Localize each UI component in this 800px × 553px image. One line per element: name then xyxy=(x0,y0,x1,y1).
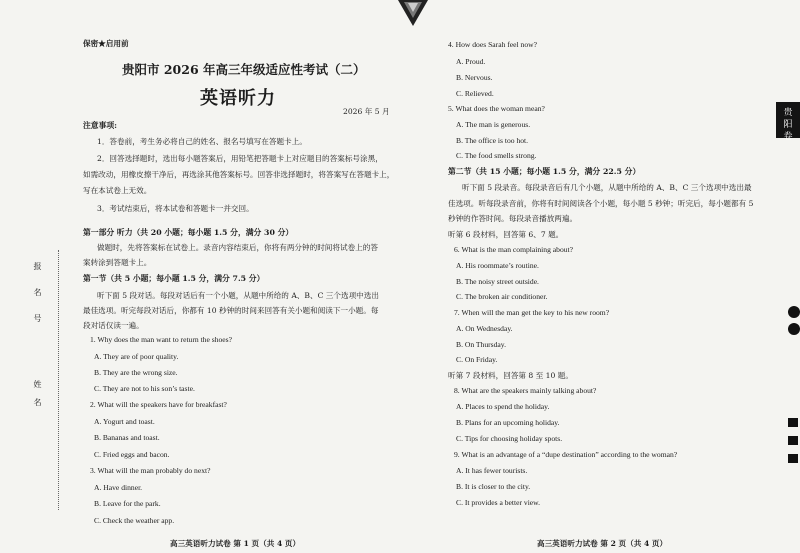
notes-line-2: 2．回答选择题时，选出每小题答案后，用铅笔把答题卡上对应题目的答案标号涂黑， xyxy=(97,154,383,163)
q8-option-c: C. Tips for choosing holiday spots. xyxy=(456,434,563,443)
q5-option-b: B. The office is too hot. xyxy=(456,136,529,145)
q7-option-c: C. On Friday. xyxy=(456,355,498,364)
notes-heading: 注意事项: xyxy=(83,121,118,130)
q2-option-a: A. Yogurt and toast. xyxy=(94,417,155,426)
q8-option-b: B. Plans for an upcoming holiday. xyxy=(456,418,560,427)
notes-line-4: 写在本试卷上无效。 xyxy=(83,186,152,195)
section1-heading: 第一节（共 5 小题；每小题 1.5 分，满分 7.5 分） xyxy=(83,274,265,283)
q1-option-b: B. They are the wrong size. xyxy=(94,368,178,377)
q3-option-c: C. Check the weather app. xyxy=(94,516,175,525)
section2-intro-1: 听下面 5 段录音。每段录音后有几个小题，从题中所给的 A、B、C 三个选项中选出最 xyxy=(462,183,752,192)
question-3: 3. What will the man probably do next? xyxy=(90,466,211,475)
section1-intro-2: 最佳选项。听完每段对话后，你都有 10 秒钟的时间来回答有关小题和阅读下一小题。每 xyxy=(83,306,379,315)
exam-date: 2026 年 5 月 xyxy=(343,107,390,116)
section1-intro-3: 段对话仅读一遍。 xyxy=(83,321,144,330)
q4-option-a: A. Proud. xyxy=(456,57,486,66)
part1-heading: 第一部分 听力（共 20 小题；每小题 1.5 分，满分 30 分） xyxy=(83,228,294,237)
question-5: 5. What does the woman mean? xyxy=(448,104,545,113)
page-right xyxy=(420,0,800,553)
footer-left: 高三英语听力试卷 第 1 页（共 4 页） xyxy=(170,539,301,548)
q3-option-a: A. Have dinner. xyxy=(94,483,143,492)
q6-option-c: C. The broken air conditioner. xyxy=(456,292,548,301)
region-badge-label: 贵阳卷 xyxy=(783,108,793,142)
subject-title: 英语听力 xyxy=(200,88,276,109)
q5-option-c: C. The food smells strong. xyxy=(456,151,537,160)
notes-line-3: 如需改动，用橡皮擦干净后，再选涂其他答案标号。回答非选择题时，将答案写在答题卡上， xyxy=(83,170,395,179)
question-7: 7. When will the man get the key to his new room? xyxy=(454,308,610,317)
registration-dot-2 xyxy=(788,323,800,335)
region-badge xyxy=(776,102,800,142)
q7-option-b: B. On Thursday. xyxy=(456,340,506,349)
name-label: 姓名 xyxy=(33,380,42,416)
q2-option-b: B. Bananas and toast. xyxy=(94,433,160,442)
notes-line-5: 3．考试结束后，将本试卷和答题卡一并交回。 xyxy=(97,204,254,213)
question-6: 6. What is the man complaining about? xyxy=(454,245,574,254)
question-4: 4. How does Sarah feel now? xyxy=(448,40,537,49)
q4-option-b: B. Nervous. xyxy=(456,73,493,82)
q5-option-a: A. The man is generous. xyxy=(456,120,531,129)
exam-title: 贵阳市 2026 年高三年级适应性考试（二） xyxy=(122,62,366,77)
question-2: 2. What will the speakers have for breakfast? xyxy=(90,400,227,409)
q2-option-c: C. Fried eggs and bacon. xyxy=(94,450,170,459)
section1-intro-1: 听下面 5 段对话。每段对话后有一个小题，从题中所给的 A、B、C 三个选项中选出 xyxy=(97,291,379,300)
notes-line-1: 1．答卷前，考生务必将自己的姓名、报名号填写在答题卡上。 xyxy=(97,137,307,146)
question-9: 9. What is an advantage of a “dupe destination” according to the woman? xyxy=(454,450,678,459)
q1-option-a: A. They are of poor quality. xyxy=(94,352,179,361)
q8-option-a: A. Places to spend the holiday. xyxy=(456,402,550,411)
part1-intro-1: 做题时，先将答案标在试卷上。录音内容结束后，你将有两分钟的时间将试卷上的答 xyxy=(97,243,378,252)
material-6-label: 听第 6 段材料，回答第 6、7 题。 xyxy=(448,230,564,239)
section2-intro-3: 秒钟的作答时间。每段录音播放两遍。 xyxy=(448,214,578,223)
registration-dot-1 xyxy=(788,306,800,318)
q1-option-c: C. They are not to his son’s taste. xyxy=(94,384,195,393)
registration-square-1 xyxy=(788,418,798,427)
registration-square-3 xyxy=(788,454,798,463)
q9-option-b: B. It is closer to the city. xyxy=(456,482,531,491)
section2-intro-2: 佳选项。听每段录音前，你将有时间阅读各个小题，每小题 5 秒钟；听完后，每小题都有 5 xyxy=(448,199,754,208)
material-7-label: 听第 7 段材料，回答第 8 至 10 题。 xyxy=(448,371,573,380)
section2-heading: 第二节（共 15 小题；每小题 1.5 分，满分 22.5 分） xyxy=(448,167,641,176)
q4-option-c: C. Relieved. xyxy=(456,89,494,98)
q7-option-a: A. On Wednesday. xyxy=(456,324,513,333)
question-8: 8. What are the speakers mainly talking about? xyxy=(454,386,597,395)
q6-option-a: A. His roommate’s routine. xyxy=(456,261,539,270)
footer-right: 高三英语听力试卷 第 2 页（共 4 页） xyxy=(537,539,668,548)
q6-option-b: B. The noisy street outside. xyxy=(456,277,539,286)
id-number-label: 报名号 xyxy=(33,262,42,340)
registration-square-2 xyxy=(788,436,798,445)
part1-intro-2: 案转涂到答题卡上。 xyxy=(83,258,152,267)
q9-option-c: C. It provides a better view. xyxy=(456,498,541,507)
q9-option-a: A. It has fewer tourists. xyxy=(456,466,528,475)
confidential-label: 保密★启用前 xyxy=(83,39,129,48)
q3-option-b: B. Leave for the park. xyxy=(94,499,161,508)
question-1: 1. Why does the man want to return the shoes? xyxy=(90,335,232,344)
